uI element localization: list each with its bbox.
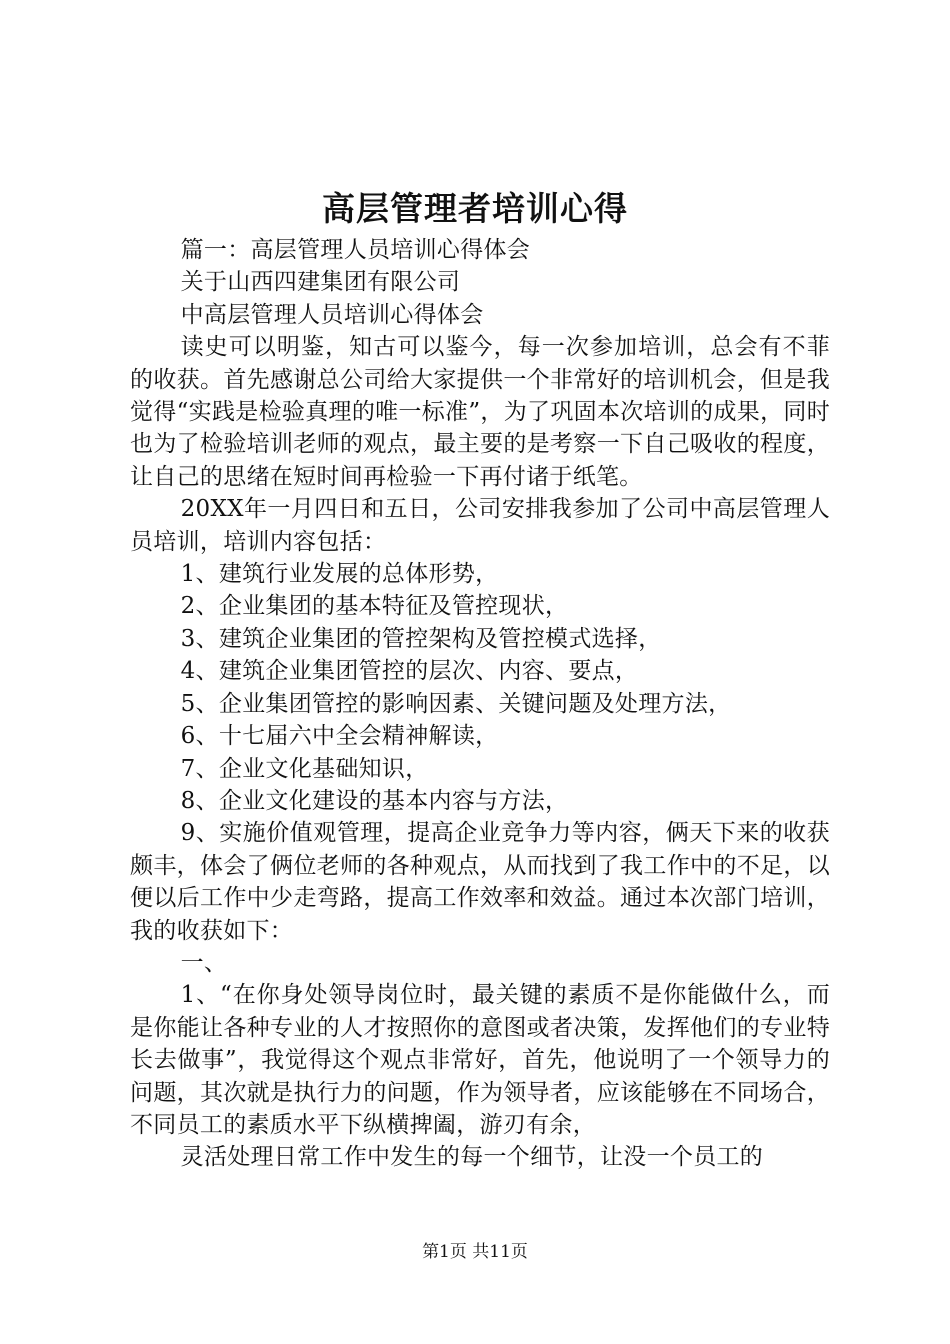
- paragraph: 篇一：高层管理人员培训心得体会: [180, 237, 531, 263]
- list-item: 2、企业集团的基本特征及管控现状，: [180, 593, 569, 620]
- paragraph: 中高层管理人员培训心得体会: [180, 301, 484, 328]
- document-title: 高层管理者培训心得: [322, 189, 628, 228]
- list-item: 3、建筑企业集团的管控架构及管控模式选择，: [180, 625, 662, 652]
- document-body: [130, 234, 830, 1174]
- list-item: 1、建筑行业发展的总体形势，: [180, 561, 499, 588]
- list-item: 4、建筑企业集团管控的层次、内容、要点，: [180, 658, 639, 685]
- paragraph: 关于山西四建集团有限公司: [180, 269, 461, 296]
- list-item: 6、十七届六中全会精神解读，: [180, 723, 499, 750]
- page-footer: 第1页 共11页: [422, 1242, 528, 1262]
- paragraph: 9、实施价值观管理，提高企业竞争力等内容，俩天下来的收获颇丰，体会了俩位老师的各种观点，从而找到了我工作中的不足，以便以后工作中少走弯路，提高工作效率和效益。通过本次部门培训，我的收获如下：: [130, 820, 830, 944]
- paragraph: 读史可以明鉴，知古可以鉴今，每一次参加培训，总会有不菲的收获。首先感谢总公司给大家提供一个非常好的培训机会，但是我觉得“实践是检验真理的唯一标准”，为了巩固本次培训的成果，同时也为了检验培训老师的观点，最主要的是考察一下自己吸收的程度，让自己的思绪在短时间再检验一下再付诸于纸笔。: [130, 334, 830, 490]
- paragraph: 20XX年一月四日和五日，公司安排我参加了公司中高层管理人员培训，培训内容包括：: [130, 496, 830, 555]
- paragraph: 1、“在你身处领导岗位时，最关键的素质不是你能做什么，而是你能让各种专业的人才按照你的意图或者决策，发挥他们的专业特长去做事”，我觉得这个观点非常好，首先，他说明了一个领导力的问题，其次就是执行力的问题，作为领导者，应该能够在不同场合，不同员工的素质水平下纵横捭阖，游刃有余，: [130, 982, 830, 1138]
- list-item: 7、企业文化基础知识，: [180, 755, 429, 782]
- paragraph: 灵活处理日常工作中发生的每一个细节，让没一个员工的: [180, 1144, 764, 1171]
- list-item: 8、企业文化建设的基本内容与方法，: [180, 787, 569, 814]
- section-heading: 一、: [180, 949, 228, 976]
- list-item: 5、企业集团管控的影响因素、关键问题及处理方法，: [180, 690, 732, 717]
